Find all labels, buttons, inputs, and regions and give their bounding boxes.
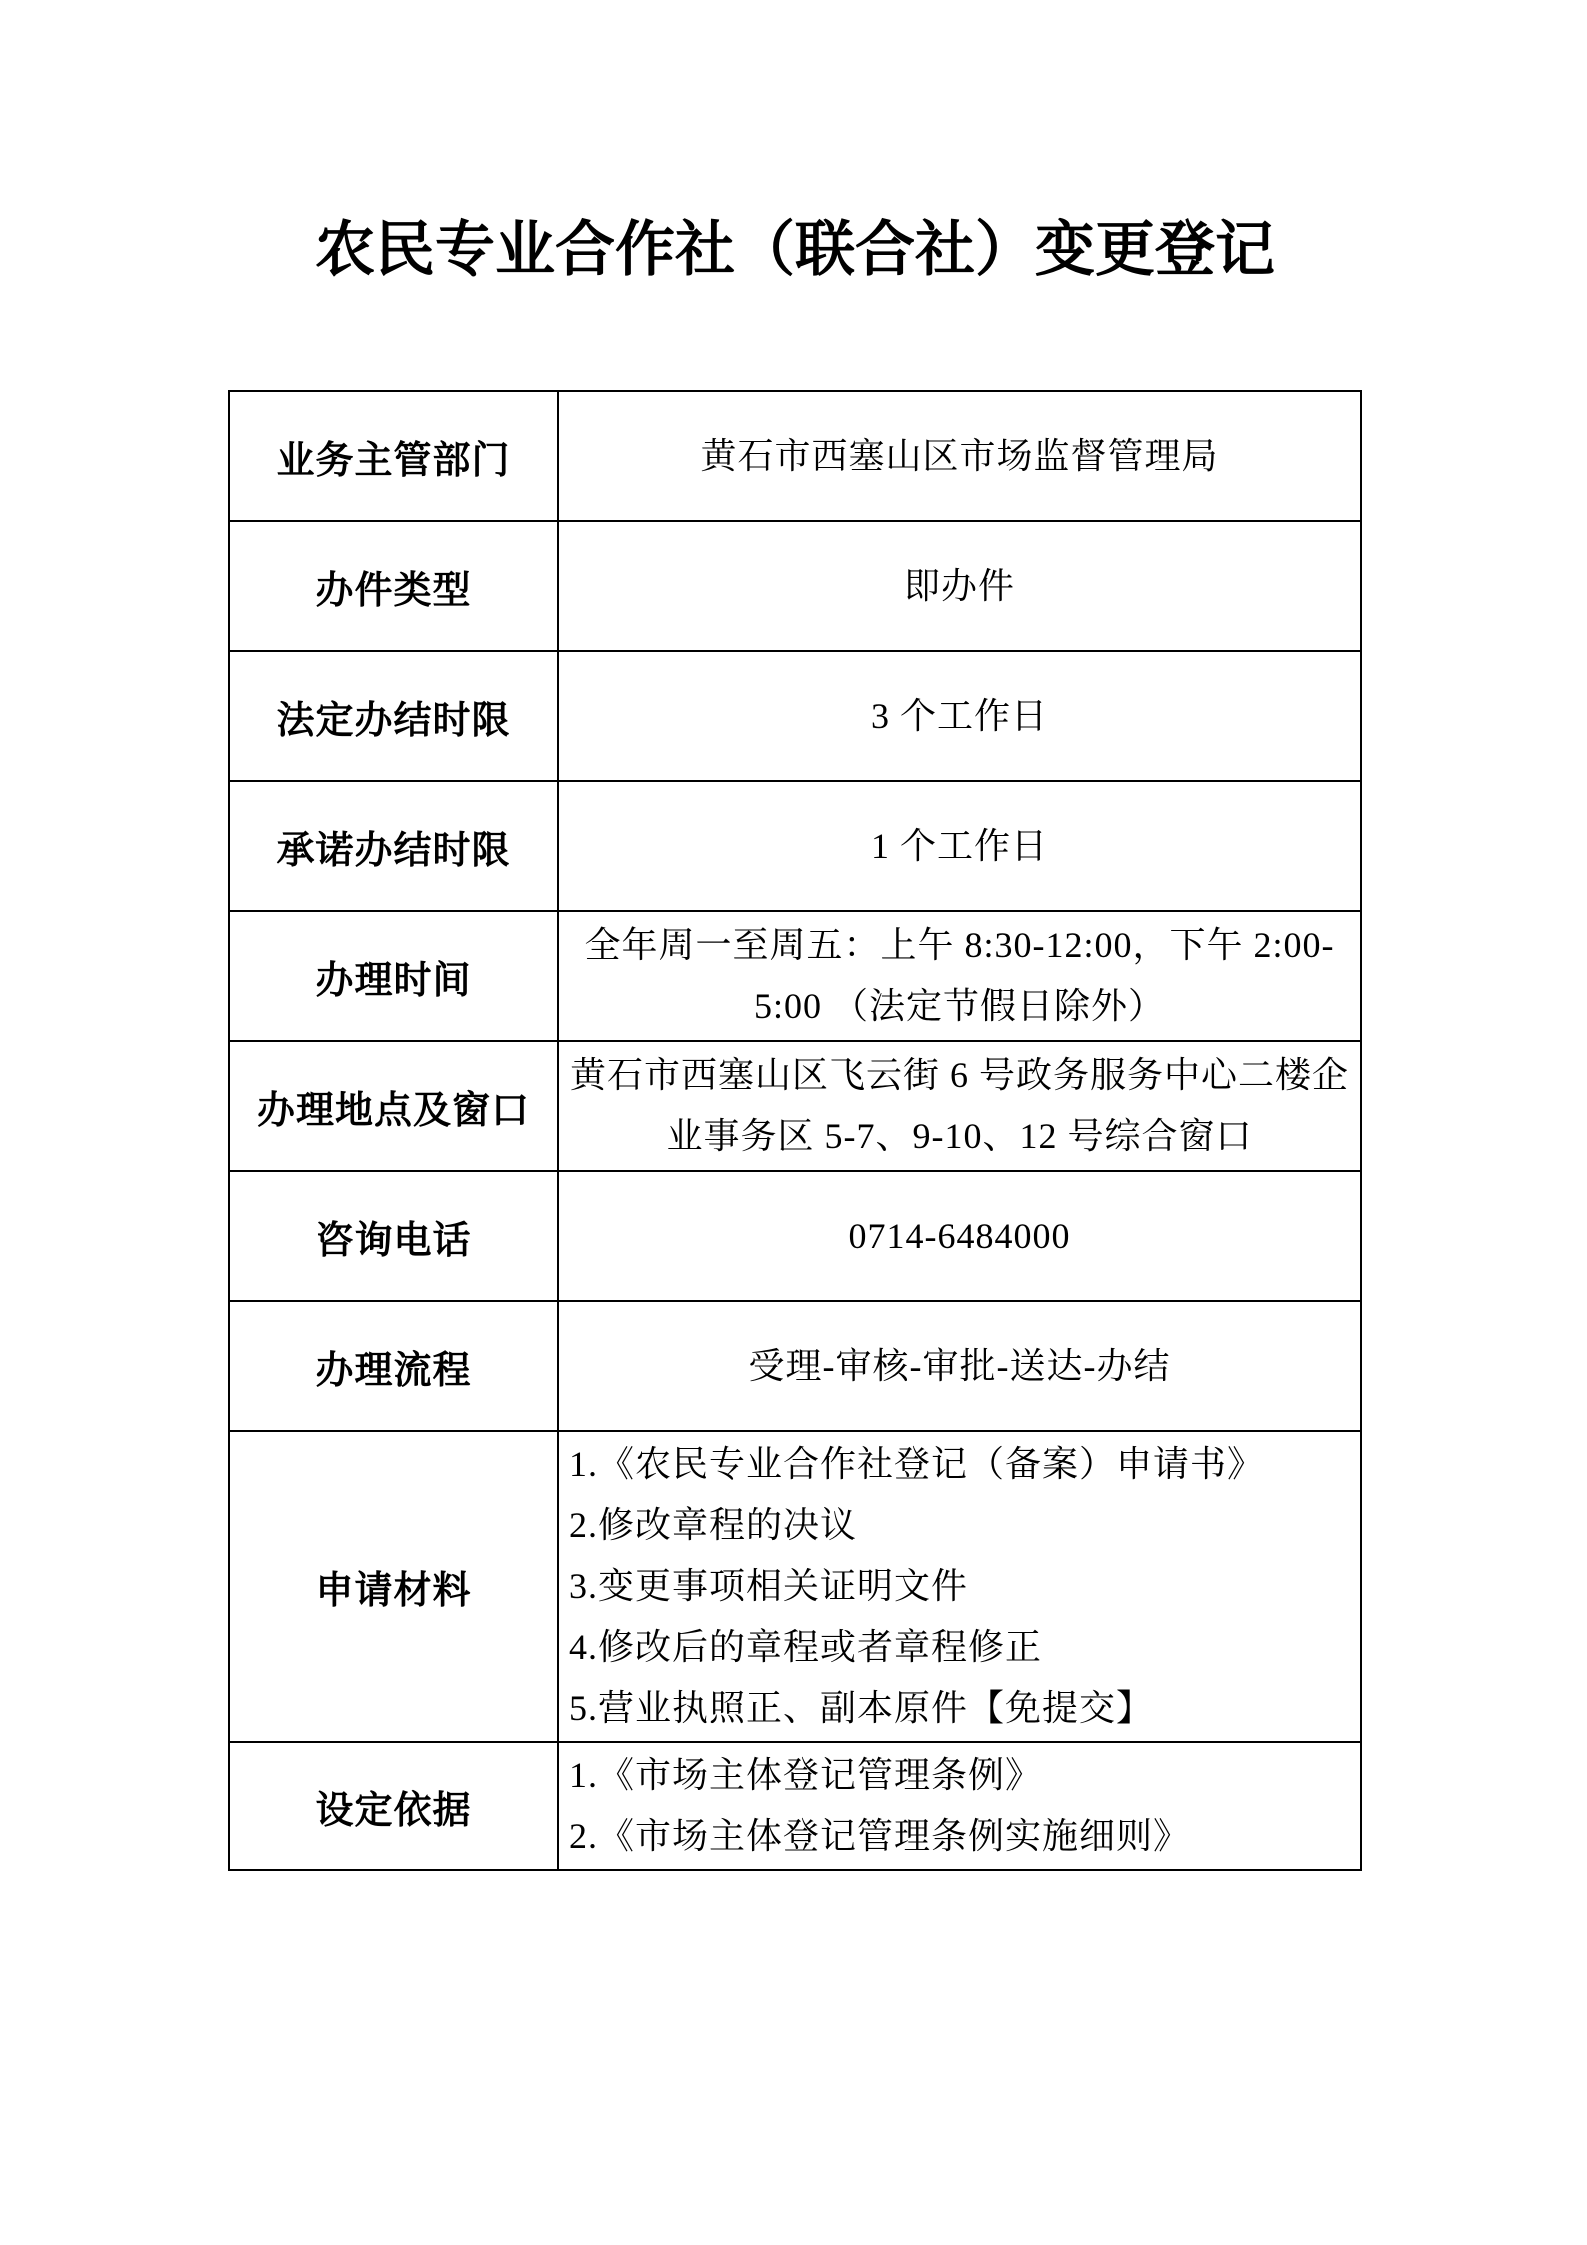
row-label: 法定办结时限 [229, 651, 558, 781]
table-row [229, 1041, 1361, 1171]
table-row [229, 911, 1361, 1041]
table-row [229, 391, 1361, 521]
basis-item: 2.《市场主体登记管理条例实施细则》 [569, 1816, 1191, 1856]
row-value: 3 个工作日 [558, 651, 1361, 781]
row-label: 办理时间 [229, 911, 558, 1041]
material-item: 4.修改后的章程或者章程修正 [569, 1627, 1043, 1667]
row-label: 办理流程 [229, 1301, 558, 1431]
row-value: 0714-6484000 [558, 1171, 1361, 1301]
page-title: 农民专业合作社（联合社）变更登记 [315, 217, 1275, 283]
table-row [229, 1742, 1361, 1870]
service-info-table [228, 390, 1362, 1871]
material-item: 5.营业执照正、副本原件【免提交】 [569, 1688, 1154, 1728]
row-label: 咨询电话 [229, 1171, 558, 1301]
material-item: 2.修改章程的决议 [569, 1505, 858, 1545]
row-value: 全年周一至周五：上午 8:30-12:00，下午 2:00-5:00 （法定节假日除外） [558, 911, 1361, 1041]
basis-item: 1.《市场主体登记管理条例》 [569, 1755, 1043, 1795]
row-value [558, 1742, 1361, 1870]
table-row [229, 781, 1361, 911]
material-item: 1.《农民专业合作社登记（备案）申请书》 [569, 1444, 1265, 1484]
table-row [229, 651, 1361, 781]
table-row [229, 1431, 1361, 1742]
row-value: 即办件 [558, 521, 1361, 651]
row-label: 办件类型 [229, 521, 558, 651]
row-value: 黄石市西塞山区市场监督管理局 [558, 391, 1361, 521]
row-label: 申请材料 [229, 1431, 558, 1742]
row-label: 业务主管部门 [229, 391, 558, 521]
row-label: 办理地点及窗口 [229, 1041, 558, 1171]
table-row [229, 521, 1361, 651]
table-row [229, 1301, 1361, 1431]
row-value [558, 1431, 1361, 1742]
row-label: 承诺办结时限 [229, 781, 558, 911]
material-item: 3.变更事项相关证明文件 [569, 1566, 969, 1606]
table-row [229, 1171, 1361, 1301]
row-value: 受理-审核-审批-送达-办结 [558, 1301, 1361, 1431]
row-value: 1 个工作日 [558, 781, 1361, 911]
row-value: 黄石市西塞山区飞云街 6 号政务服务中心二楼企业事务区 5-7、9-10、12 号综合窗口 [558, 1041, 1361, 1171]
row-label: 设定依据 [229, 1742, 558, 1870]
